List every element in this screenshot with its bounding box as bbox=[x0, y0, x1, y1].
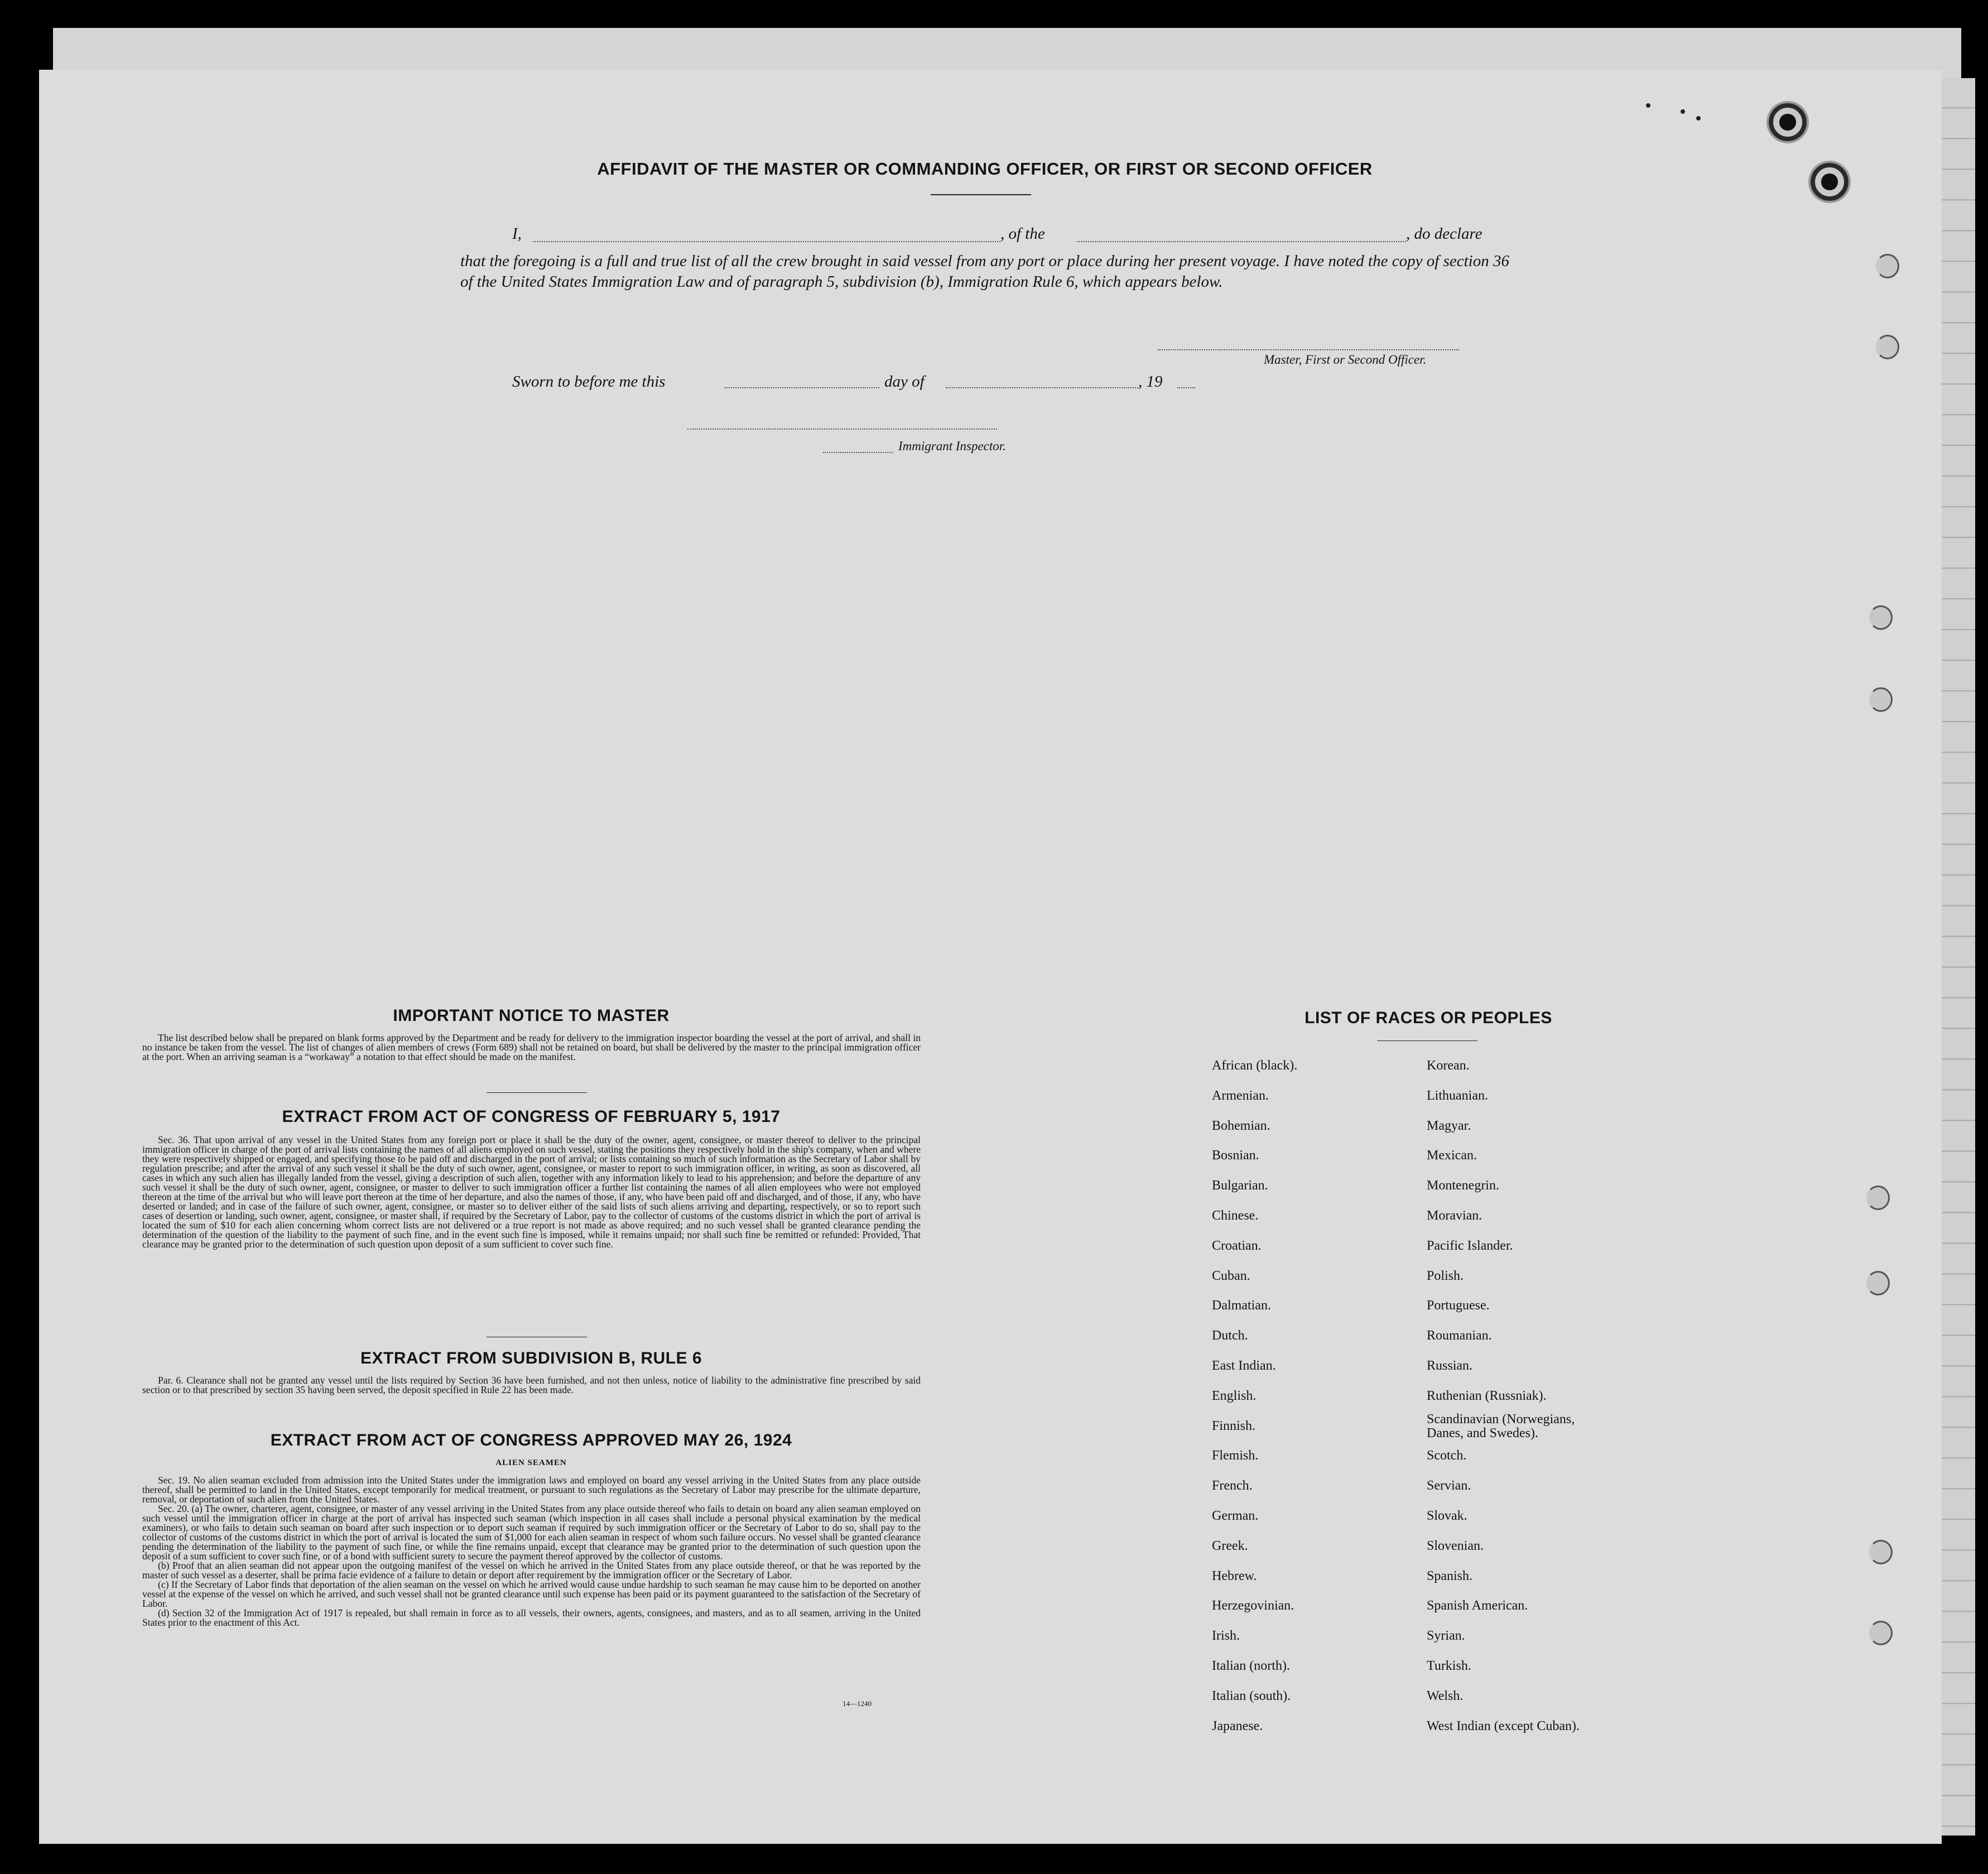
race-item: German. bbox=[1212, 1509, 1259, 1523]
race-item: Finnish. bbox=[1212, 1418, 1256, 1433]
race-item: Bohemian. bbox=[1212, 1118, 1270, 1133]
race-item: Montenegrin. bbox=[1427, 1178, 1499, 1193]
extract-rule6-paragraph: Par. 6. Clearance shall not be granted any vessel until the lists required by Section 36 have been furnished, and not then unless, notice of liability to the administrative fine prescribed by said section or to that prescribed by section 35 having been served, the deposit specified in Rule 22 has been made. bbox=[142, 1375, 921, 1395]
sec-19-paragraph: Sec. 19. No alien seaman excluded from admission into the United States under the immigration laws and employed on board any vessel arriving in the United States from any place outside thereof, shall be permitted to land in the United States, except temporarily for medical treatment, or pursuant to such regulations as the Secretary of Labor may prescribe for the ultimate departure, removal, or deportation of such alien from the United States. bbox=[142, 1475, 921, 1505]
binder-ring-icon bbox=[1769, 103, 1807, 141]
race-item: Polish. bbox=[1427, 1268, 1464, 1283]
punch-hole-icon bbox=[1876, 335, 1899, 359]
form-number: 14—1240 bbox=[843, 1699, 872, 1708]
extract-1924-title: EXTRACT FROM ACT OF CONGRESS APPROVED MAY 26, 1924 bbox=[270, 1431, 792, 1449]
sec-20c-paragraph: (c) If the Secretary of Labor finds that deportation of the alien seaman on the vessel on which he arrived would cause undue hardship to such seaman he may cause him to be deported on another vessel at the expense of the vessel on which he arrived, and such vessel shall not be granted clearance until such expense has been paid or its payment guaranteed to the satisfaction of the Secretary of Labor. bbox=[142, 1579, 921, 1609]
race-item: Moravian. bbox=[1427, 1208, 1482, 1223]
race-item: Dalmatian. bbox=[1212, 1298, 1271, 1313]
race-item: Magyar. bbox=[1427, 1118, 1471, 1133]
race-item: West Indian (except Cuban). bbox=[1427, 1718, 1580, 1733]
sworn-month-blank[interactable] bbox=[946, 387, 1138, 388]
notice-paragraph: The list described below shall be prepared on blank forms approved by the Department and be ready for delivery to the immigration inspector boarding the vessel at the port of arrival, and shall in no instance be taken from the vessel. The list of changes of alien members of crews (Form 689) shall not be retained on board, but shall be delivered by the master to the principal immigration officer at the port. When an arriving seaman is a “workaway” a notation to that effect should be made on the manifest. bbox=[142, 1032, 921, 1062]
race-item: Welsh. bbox=[1427, 1688, 1464, 1703]
race-item: Spanish American. bbox=[1427, 1598, 1528, 1613]
races-title-rule bbox=[1377, 1040, 1477, 1041]
race-item: Dutch. bbox=[1212, 1328, 1248, 1343]
extract-rule6-title: EXTRACT FROM SUBDIVISION B, RULE 6 bbox=[360, 1349, 702, 1367]
name-blank[interactable] bbox=[533, 241, 1000, 242]
extract-1917-title: EXTRACT FROM ACT OF CONGRESS OF FEBRUARY 5, 1917 bbox=[282, 1107, 781, 1126]
race-item: Scandinavian (Norwegians, Danes, and Swedes). bbox=[1427, 1411, 1575, 1441]
race-item: Greek. bbox=[1212, 1538, 1248, 1553]
race-item: Spanish. bbox=[1427, 1568, 1473, 1583]
race-item: Croatian. bbox=[1212, 1238, 1262, 1253]
punch-hole-icon bbox=[1866, 1271, 1890, 1295]
extract-1924-text bbox=[142, 1476, 921, 1627]
affidavit-declaration: that the foregoing is a full and true list of all the crew brought in said vessel from any port or place during her present voyage. I have noted the copy of section 36 of the United States Immigration Law and of paragraph 5, subdivision (b), Immigration Rule 6, which appears below. bbox=[460, 252, 1509, 291]
race-item: Italian (north). bbox=[1212, 1659, 1290, 1673]
extract-1917-text bbox=[142, 1135, 921, 1249]
race-item: Syrian. bbox=[1427, 1629, 1465, 1644]
race-item: English. bbox=[1212, 1388, 1257, 1403]
races-title: LIST OF RACES OR PEOPLES bbox=[1305, 1009, 1552, 1027]
punch-hole-icon bbox=[1869, 605, 1893, 630]
day-of-label: day of bbox=[884, 373, 925, 391]
race-item: Hebrew. bbox=[1212, 1568, 1257, 1583]
punch-hole-icon bbox=[1866, 1186, 1890, 1210]
binder-ring-icon bbox=[1811, 163, 1849, 201]
year-prefix: , 19 bbox=[1138, 373, 1163, 391]
race-item: Armenian. bbox=[1212, 1088, 1269, 1103]
signature-label: Master, First or Second Officer. bbox=[1264, 353, 1427, 367]
extract-1917-paragraph: Sec. 36. That upon arrival of any vessel in the United States from any foreign port or place it shall be the duty of the owner, agent, consignee, or master thereof to deliver to the principal immigration officer in charge of the port of arrival lists containing the names of all aliens employed on such vessel, stating the positions they respectively hold in the ship's company, when and where they were respectively shipped or engaged, and specifying those to be paid off and discharged in the port of arrival; or lists containing so much of such information as the Secretary of Labor shall by regulation prescribe; and after the arrival of any such vessel it shall be the duty of such owner, agent, consignee, or master to report to such immigration officer, in writing, as soon as discovered, all cases in which any such alien has illegally landed from the vessel, giving a description of such alien, together with any information likely to lead to his apprehension; and before the departure of any such vessel it shall be the duty of such owner, agent, consignee, or master to deliver to such immigration officer a further list containing the names of all alien employees who were not employed thereon at the time of the arrival but who will leave port thereon at the time of her departure, and also the names of those, if any, who have been paid off and discharged, and of those, if any, who have deserted or landed; and in case of the failure of such owner, agent, consignee, or master so to deliver either of the said lists of such aliens arriving and departing, respectively, or so to report such cases of desertion or landing, such owner, agent, consignee, or master shall, if required by the Secretary of Labor, pay to the collector of customs of the customs district in which the port of arrival is located the sum of $10 for each alien concerning whom correct lists are not delivered or a true report is not made as above required; and no such vessel shall be granted clearance pending the determination of the question of the liability to the payment of such fine, and in the event such fine is imposed, while it remains unpaid; nor shall such fine be remitted or refunded: Provided, That clearance may be granted prior to the determination of such question upon deposit of a sum sufficient to cover such fine. bbox=[142, 1134, 921, 1250]
race-item: Japanese. bbox=[1212, 1718, 1263, 1733]
affidavit-do-declare-label: , do declare bbox=[1406, 225, 1482, 243]
notice-text bbox=[142, 1033, 921, 1062]
race-item: French. bbox=[1212, 1478, 1253, 1494]
extract-rule6-text bbox=[142, 1376, 921, 1395]
affidavit-i-label: I, bbox=[512, 225, 522, 243]
notice-title: IMPORTANT NOTICE TO MASTER bbox=[393, 1006, 670, 1025]
race-item: Irish. bbox=[1212, 1629, 1240, 1644]
punch-hole-icon bbox=[1869, 687, 1893, 712]
inspector-label: Immigrant Inspector. bbox=[898, 439, 1006, 453]
race-item: Chinese. bbox=[1212, 1208, 1259, 1223]
affidavit-of-the-label: , of the bbox=[1000, 225, 1045, 243]
race-item: East Indian. bbox=[1212, 1358, 1276, 1373]
race-item: Slovak. bbox=[1427, 1509, 1467, 1523]
race-item: Pacific Islander. bbox=[1427, 1238, 1513, 1253]
race-item: Servian. bbox=[1427, 1478, 1471, 1494]
inspector-signature-blank[interactable] bbox=[687, 428, 997, 430]
race-item: Mexican. bbox=[1427, 1148, 1477, 1163]
sworn-year-blank[interactable] bbox=[1177, 387, 1195, 388]
race-item: Scotch. bbox=[1427, 1448, 1467, 1463]
race-item: Cuban. bbox=[1212, 1268, 1250, 1283]
sec-20a-paragraph: Sec. 20. (a) The owner, charterer, agent, consignee, or master of any vessel arriving in the United States from any place outside thereof who fails to detain on board any alien seaman employed on such vessel until the immigration officer in charge at the port of arrival has inspected such seaman (which inspection in all cases shall include a personal physical examination by the medical examiners), or who fails to detain such seaman on board after such inspection or to deport such seaman if required by such immigration officer or the Secretary of Labor to do so, shall pay to the collector of customs of the customs district in which the port of arrival is located the sum of $1,000 for each alien seaman in respect of whom such failure occurs. No vessel shall be granted clearance pending the determination of the liability to the payment of such fine, or while the fine remains unpaid, except that clearance may be granted prior to the determination of such question upon the deposit of a sum sufficient to cover such fine, or of a bond with sufficient surety to secure the payment thereof approved by the collector of customs. bbox=[142, 1503, 921, 1562]
sec-20b-paragraph: (b) Proof that an alien seaman did not appear upon the outgoing manifest of the vessel on which he arrived in the United States from any place outside thereof, or that he was reported by the master of such vessel as a deserter, shall be prima facie evidence of a failure to detain or deport after requirement by the immigration officer or the Secretary of Labor. bbox=[142, 1560, 921, 1581]
sworn-day-blank[interactable] bbox=[724, 387, 879, 388]
race-item: Korean. bbox=[1427, 1058, 1470, 1073]
ink-speck bbox=[1696, 116, 1701, 121]
race-item: Bulgarian. bbox=[1212, 1178, 1268, 1193]
alien-seamen-subtitle: ALIEN SEAMEN bbox=[495, 1458, 567, 1467]
race-item: Herzegovinian. bbox=[1212, 1598, 1294, 1613]
race-item: Portuguese. bbox=[1427, 1298, 1490, 1313]
race-item: Turkish. bbox=[1427, 1659, 1471, 1673]
vessel-blank[interactable] bbox=[1077, 241, 1406, 242]
race-item: Slovenian. bbox=[1427, 1538, 1484, 1553]
race-item: Bosnian. bbox=[1212, 1148, 1259, 1163]
race-item: Lithuanian. bbox=[1427, 1088, 1488, 1103]
race-item: Flemish. bbox=[1212, 1448, 1259, 1463]
sworn-label: Sworn to before me this bbox=[512, 373, 666, 391]
race-item: Roumanian. bbox=[1427, 1328, 1492, 1343]
affidavit-title-rule bbox=[931, 194, 1031, 195]
race-item: Russian. bbox=[1427, 1358, 1473, 1373]
race-item: Italian (south). bbox=[1212, 1688, 1291, 1703]
ink-speck bbox=[1646, 103, 1650, 108]
race-item: Ruthenian (Russniak). bbox=[1427, 1388, 1547, 1403]
ink-speck bbox=[1681, 109, 1685, 114]
sec-20d-paragraph: (d) Section 32 of the Immigration Act of 1917 is repealed, but shall remain in force as to all vessels, their owners, agents, consignees, and masters, and as to all seamen, arriving in the United States prior to the enactment of this Act. bbox=[142, 1607, 921, 1628]
punch-hole-icon bbox=[1869, 1621, 1893, 1645]
race-item: African (black). bbox=[1212, 1058, 1298, 1073]
signature-blank[interactable] bbox=[1158, 349, 1459, 350]
punch-hole-icon bbox=[1876, 254, 1899, 278]
affidavit-title: AFFIDAVIT OF THE MASTER OR COMMANDING OFFICER, OR FIRST OR SECOND OFFICER bbox=[597, 159, 1373, 179]
inspector-prefix-dots bbox=[823, 452, 893, 453]
notice-rule bbox=[487, 1092, 587, 1093]
punch-hole-icon bbox=[1869, 1540, 1893, 1564]
